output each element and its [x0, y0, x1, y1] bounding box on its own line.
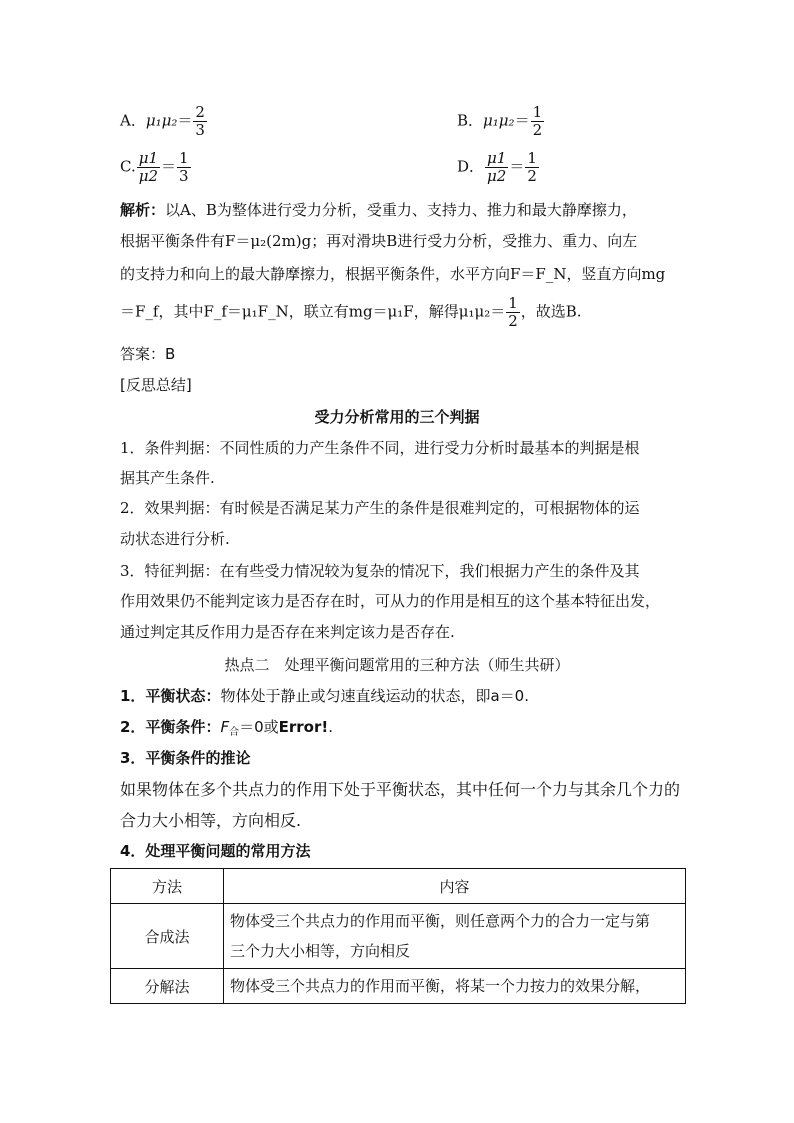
analysis-line-4: ＝F_f，其中F_f＝μ₁F_N，联立有mg＝μ₁F，解得μ₁μ₂＝ $\frac{1}{2}$ ，故选B.	[120, 294, 582, 330]
hotspot-point-1: 1．平衡状态：物体处于静止或匀速直线运动的状态，即a＝0.	[120, 687, 529, 705]
option-a: A．μ₁μ₂＝ $\frac{2}{3}$	[120, 103, 205, 139]
criteria-heading: 受力分析常用的三个判据	[314, 408, 480, 426]
criteria-item-2-line-1: 2．效果判据：有时候是否满足某力产生的条件是很难判定的，可根据物体的运	[120, 499, 640, 517]
criteria-item-2-line-2: 动状态进行分析.	[120, 530, 230, 548]
table-row	[111, 969, 686, 1004]
hotspot-title: 热点二 处理平衡问题常用的三种方法（师生共研）	[224, 656, 570, 674]
fraction: $\frac{1}{2}$	[508, 294, 518, 330]
table-cell-method: 分解法	[111, 969, 224, 1004]
answer: 答案：B	[120, 345, 176, 363]
option-c: C. $\frac{\mu 1}{\mu 2}$ ＝ $\frac{1}{3}$	[120, 149, 189, 185]
table-cell-method: 合成法	[111, 904, 224, 969]
fraction: $\frac{2}{3}$	[195, 103, 205, 139]
fraction: $\frac{1}{3}$	[179, 149, 189, 185]
criteria-item-1-line-1: 1．条件判据：不同性质的力产生条件不同，进行受力分析时最基本的判据是根	[120, 439, 640, 457]
criteria-item-3-line-2: 作用效果仍不能判定该力是否存在时，可从力的作用是相互的这个基本特征出发，	[120, 592, 661, 610]
criteria-item-3-line-3: 通过判定其反作用力是否存在来判定该力是否存在.	[120, 623, 455, 641]
criteria-item-1-line-2: 据其产生条件.	[120, 469, 215, 487]
table-row	[111, 904, 686, 969]
analysis-line-2: 根据平衡条件有F＝μ₂(2m)g；再对滑块B进行受力分析，受推力、重力、向左	[120, 232, 638, 250]
table-cell-content: 物体受三个共点力的作用而平衡，将某一个力按力的效果分解，	[224, 969, 686, 1004]
criteria-item-3-line-1: 3．特征判据：在有些受力情况较为复杂的情况下，我们根据力产生的条件及其	[120, 562, 640, 580]
hotspot-point-3-line-1: 如果物体在多个共点力的作用下处于平衡状态，其中任何一个力与其余几个力的	[120, 780, 681, 799]
fraction: $\frac{1}{2}$	[532, 103, 543, 139]
hotspot-point-2: 2．平衡条件：$F_合=0$或Error!.	[120, 718, 334, 738]
table-header-row	[111, 869, 686, 904]
hotspot-point-3-line-2: 合力大小相等，方向相反.	[120, 811, 302, 830]
table-header-content: 内容	[224, 869, 686, 904]
fraction: $\frac{1}{2}$	[527, 149, 537, 185]
analysis-line-1: 解析：以A、B为整体进行受力分析，受重力、支持力、推力和最大静摩擦力，	[120, 201, 637, 219]
reflection-tag: [反思总结]	[120, 376, 192, 394]
table-cell-content: 物体受三个共点力的作用而平衡，则任意两个力的合力一定与第 三个力大小相等，方向相反	[224, 904, 686, 969]
table-header-method: 方法	[111, 869, 224, 904]
fraction: $\frac{\mu 1}{\mu 2}$	[138, 149, 159, 185]
hotspot-point-3-label: 3．平衡条件的推论	[120, 749, 251, 767]
methods-table	[110, 868, 686, 1004]
hotspot-point-4-label: 4．处理平衡问题的常用方法	[120, 842, 311, 860]
option-b: B．μ₁μ₂＝ $\frac{1}{2}$	[457, 103, 543, 139]
option-d: D． $\frac{\mu 1}{\mu 2}$ ＝ $\frac{1}{2}$	[457, 149, 537, 185]
fraction: $\frac{\mu 1}{\mu 2}$	[487, 149, 507, 185]
analysis-line-3: 的支持力和向上的最大静摩擦力，根据平衡条件，水平方向F＝F_N，竖直方向mg	[120, 265, 666, 283]
